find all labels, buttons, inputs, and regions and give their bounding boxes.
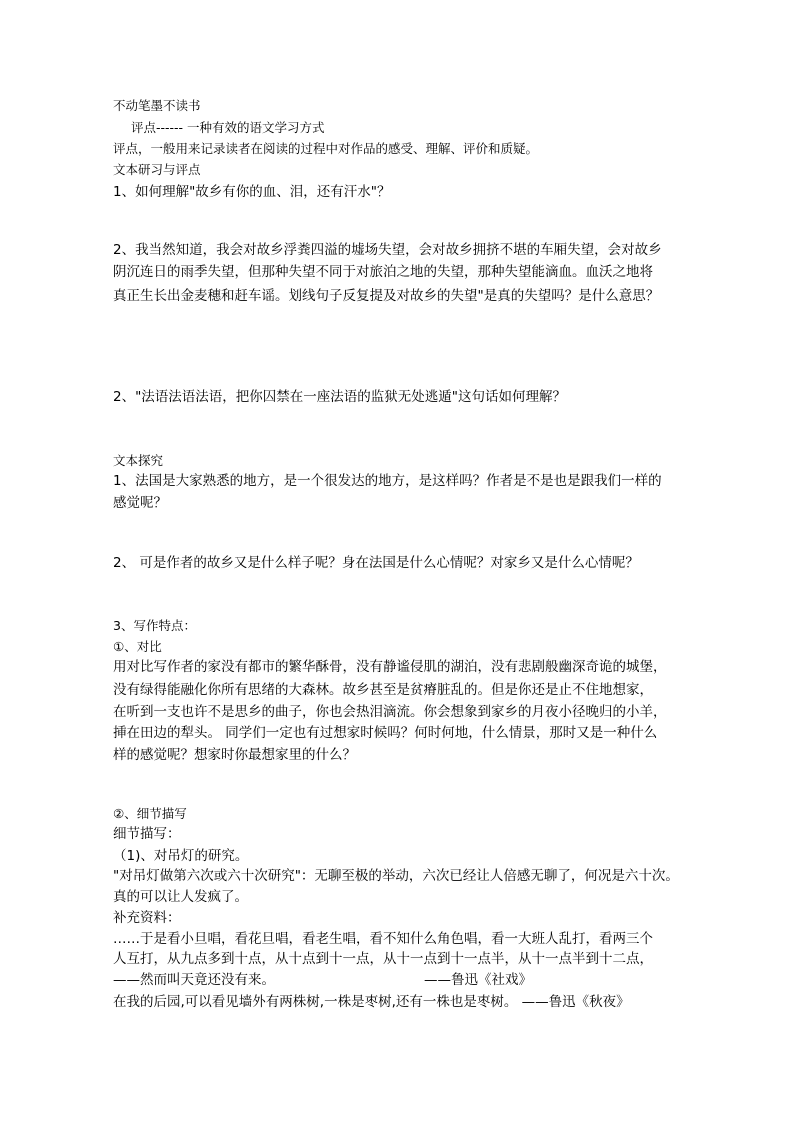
contrast-line-2: 没有绿得能融化你所有思绪的大森林。故乡甚至是贫瘠脏乱的。但是你还是止不住地想家， bbox=[113, 682, 653, 698]
definition-text: 评点，一般用来记录读者在阅读的过程中对作品的感受、理解、评价和质疑。 bbox=[113, 141, 539, 156]
detail-heading: ②、细节描写 bbox=[113, 806, 187, 821]
question-3: 2、"法语法语法语，把你囚禁在一座法语的监狱无处逃遁"这句话如何理解？ bbox=[113, 389, 567, 405]
quote-1-source: ——鲁迅《社戏》 bbox=[424, 972, 532, 988]
doc-title: 不动笔墨不读书 bbox=[113, 98, 201, 113]
section-heading-explore: 文本探究 bbox=[113, 453, 164, 468]
doc-subtitle: 评点------ 一种有效的语文学习方式 bbox=[131, 120, 325, 135]
explore-3: 3、写作特点： bbox=[113, 618, 196, 633]
explore-1-line-2: 感觉呢？ bbox=[113, 495, 167, 511]
supplement-line-1: ……于是看小旦唱，看花旦唱，看老生唱，看不知什么角色唱，看一大班人乱打，看两三个 bbox=[113, 931, 653, 947]
question-1: 1、如何理解"故乡有你的血、泪，还有汗水"？ bbox=[113, 184, 391, 200]
detail-label: 细节描写： bbox=[113, 826, 181, 842]
detail-line-1: "对吊灯做第六次或六十次研究"：无聊至极的举动，六次已经让人倍感无聊了，何况是六十次。 bbox=[113, 868, 679, 884]
explore-1-line-1: 1、法国是大家熟悉的地方，是一个很发达的地方，是这样吗？作者是不是也是跟我们一样的 bbox=[113, 473, 662, 489]
supplement-line-2: 人互打，从九点多到十点，从十点到十一点，从十一点到十一点半，从十一点半到十二点， bbox=[113, 951, 653, 967]
question-2-line-2: 阴沉连日的雨季失望，但那种失望不同于对旅泊之地的失望，那种失望能滴血。血沃之地将 bbox=[113, 264, 653, 280]
contrast-heading: ①、对比 bbox=[113, 639, 162, 654]
supplement-label: 补充资料： bbox=[113, 910, 181, 926]
contrast-line-5: 样的感觉呢？想家时你最想家里的什么？ bbox=[113, 747, 356, 763]
detail-item: （1)、对吊灯的研究。 bbox=[113, 848, 249, 864]
contrast-line-1: 用对比写作者的家没有都市的繁华酥骨，没有静谧侵肌的湖泊，没有悲剧般幽深奇诡的城堡， bbox=[113, 659, 667, 675]
quote-2: 在我的后园,可以看见墙外有两株树,一株是枣树,还有一株也是枣树。 ——鲁迅《秋夜》 bbox=[113, 994, 630, 1010]
quote-1-text: ——然而叫天竟还没有来。 bbox=[113, 972, 275, 988]
contrast-line-3: 在听到一支也许不是思乡的曲子，你也会热泪滴流。你会想象到家乡的月夜小径晚归的小羊， bbox=[113, 704, 667, 720]
detail-line-2: 真的可以让人发疯了。 bbox=[113, 889, 248, 905]
contrast-line-4: 挿在田边的犁头。 同学们一定也有过想家时候吗？何时何地，什么情景，那时又是一种什么 bbox=[113, 725, 658, 741]
section-heading-study: 文本研习与评点 bbox=[113, 162, 201, 177]
explore-2: 2、 可是作者的故乡又是什么样子呢？身在法国是什么心情呢？对家乡又是什么心情呢？ bbox=[113, 555, 639, 571]
question-2-line-1: 2、我当然知道，我会对故乡浮粪四溢的墟场失望，会对故乡拥挤不堪的车厢失望，会对故乡 bbox=[113, 242, 662, 258]
question-2-line-3: 真正生长出金麦穗和赶车谣。划线句子反复提及对故乡的失望"是真的失望吗？是什么意思？ bbox=[113, 288, 660, 304]
